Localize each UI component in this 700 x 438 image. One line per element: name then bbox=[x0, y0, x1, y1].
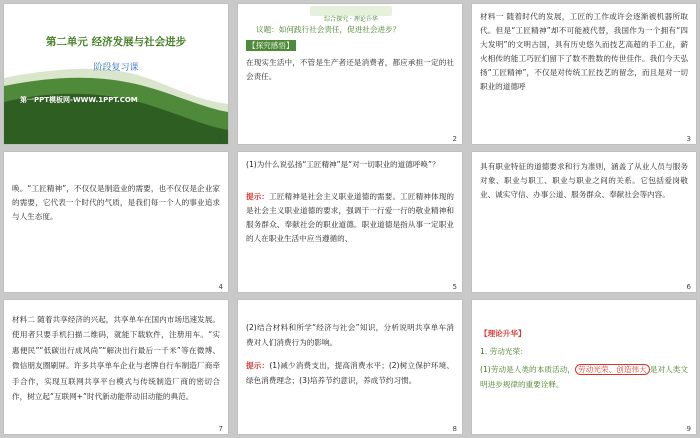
slide-4-thumbnail[interactable] bbox=[4, 152, 228, 292]
slide-body: 唤。“工匠精神”，不仅仅是制造业的需要，也不仅仅是企业家的需要，它代表一个时代的气质，是我们每一个人的事业追求与人生态度。 bbox=[12, 184, 220, 221]
slide-question: (1)为什么说弘扬“工匠精神”是“对一切职业的道德呼唤”？ bbox=[246, 160, 440, 169]
point-heading: 1. 劳动光荣： bbox=[480, 347, 528, 356]
hint-text: 工匠精神是社会主义职业道德的需要。工匠精神体现的是社会主义职业道德的要求，强调干一行爱一行的敬业精神和服务群众、奉献社会的职业道德。职业道德是指从事一定职业的人在职业生活中应当遵循的、 bbox=[246, 192, 454, 243]
slide-body: 材料一 随着时代的发展，工匠的工作或许会逐渐被机器所取代。但是“工匠精神”却不可能被代替，我国作为一个拥有“四大发明”的文明古国，具有历史悠久而技艺高超的手工业，薪火相传的能工巧匠们留下了数不胜数的传世佳作。我们今天弘扬“工匠精神”，不仅是对传统工匠技艺的留念，而且是对一切职业的道德呼 bbox=[480, 12, 688, 91]
highlighted-phrase: 劳动光荣、创造伟大 bbox=[575, 364, 650, 375]
watermark-text: 第一PPT模板网-WWW.1PPT.COM bbox=[20, 96, 138, 104]
line-prefix: (1)劳动是人类的本质活动， bbox=[480, 365, 575, 374]
title-wave-decoration bbox=[4, 4, 228, 144]
slide-title: 第二单元 经济发展与社会进步 bbox=[45, 36, 187, 48]
slide-hint bbox=[246, 358, 454, 388]
slide-number: 8 bbox=[452, 425, 457, 433]
slide-6-thumbnail[interactable] bbox=[472, 152, 696, 292]
slide-2-thumbnail[interactable] bbox=[238, 4, 462, 144]
slide-7-thumbnail[interactable] bbox=[4, 300, 228, 434]
slide-5-thumbnail[interactable] bbox=[238, 152, 462, 292]
hint-label: 提示： bbox=[246, 192, 270, 201]
slide-number: 4 bbox=[218, 283, 223, 291]
slide-body: 在现实生活中，不管是生产者还是消费者，都应承担一定的社会责任。 bbox=[246, 58, 454, 81]
slide-number: 5 bbox=[452, 283, 457, 291]
section-label: 【探究感悟】 bbox=[248, 41, 294, 50]
line-suffix: 是对人类文明进步规律的重要诠释。 bbox=[480, 365, 689, 389]
slide-question: (2)结合材料和所学“经济与社会”知识，分析说明共享单车消费对人们消费行为的影响。 bbox=[246, 323, 454, 347]
slide-body: 具有职业特征的道德要求和行为准则，涵盖了从业人员与服务对象、职业与职工、职业与职业之间的关系。它包括爱岗敬业、诚实守信、办事公道、服务群众、奉献社会等内容。 bbox=[480, 162, 688, 199]
slide-number: 9 bbox=[686, 425, 691, 433]
hint-text: (1)减少消费支出，提高消费水平；(2)树立保护环境、绿色消费理念；(3)培养节约意识，养成节约习惯。 bbox=[246, 361, 454, 385]
slide-number: 7 bbox=[218, 425, 223, 433]
slide-number: 3 bbox=[686, 135, 691, 143]
topic-question: 议题：如何践行社会责任，促进社会进步？ bbox=[256, 25, 401, 34]
slide-9-thumbnail[interactable] bbox=[472, 300, 696, 434]
point-body bbox=[480, 362, 688, 392]
slide-3-thumbnail[interactable] bbox=[472, 4, 696, 144]
slide-number: 2 bbox=[452, 135, 457, 143]
section-banner bbox=[310, 6, 392, 23]
section-label: 【理论升华】 bbox=[480, 329, 526, 338]
slide-number: 1 bbox=[218, 135, 223, 143]
slide-subtitle: 阶段复习课 bbox=[93, 63, 139, 73]
slide-body: 材料二 随着共享经济的兴起，共享单车在国内市场迅速发展。使用者只要手机扫描二维码，就能下载软件，注册用车。“实惠便民”“低碳出行成风尚”“解决出行最后一千米”等在微博、微信朋友圈刷屏。许多共享单车企业与老牌自行车制造厂商牵手合作，实现互联网共享平台模式与传统制造厂商的密切合作，树立起“互联网+”时代新动能带动旧动能的典范。 bbox=[12, 315, 220, 402]
banner-text: 综合探究 · 理论升华 bbox=[324, 16, 378, 23]
slide-hint bbox=[246, 190, 454, 246]
hint-label: 提示： bbox=[246, 361, 270, 370]
slide-8-thumbnail[interactable] bbox=[238, 300, 462, 434]
slide-1-thumbnail[interactable] bbox=[4, 4, 228, 144]
slide-number: 6 bbox=[686, 283, 691, 291]
